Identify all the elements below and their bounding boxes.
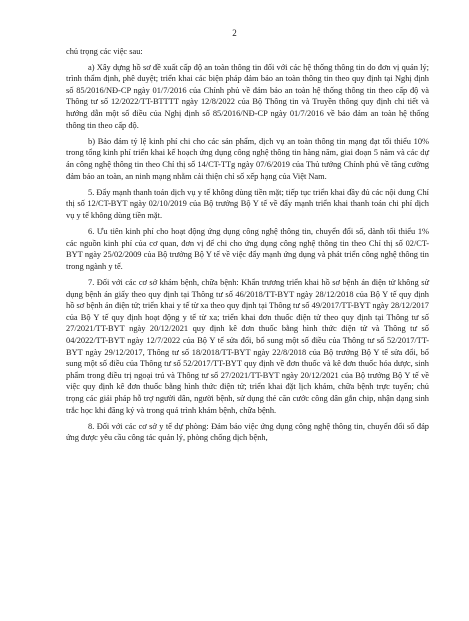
- document-body: [66, 46, 429, 446]
- page-number: 2: [232, 28, 237, 38]
- paragraph-a: a) Xây dựng hồ sơ đề xuất cấp độ an toàn thông tin đối với các hệ thống thông tin do đơn vị quản lý; trình thẩm định, phê duyệt; triển khai các biện pháp đảm bảo an toàn thông tin theo quy định tại Nghị định số 85/2016/NĐ-CP ngày 01/7/2016 của Chính phủ về đảm bảo an toàn hệ thống thông tin theo cấp độ và Thông tư số 12/2022/TT-BTTTT ngày 12/8/2022 của Bộ Thông tin và Truyền thông quy định chi tiết và hướng dẫn một số điều của Nghị định số 85/2016/NĐ-CP ngày 01/7/2016 về bảo đảm an toàn hệ thống thông tin theo cấp độ.: [66, 62, 429, 130]
- paragraph-b: b) Bảo đảm tỷ lệ kinh phí chi cho các sản phẩm, dịch vụ an toàn thông tin mạng đạt tối thiểu 10% trong tổng kinh phí triển khai kế hoạch ứng dụng công nghệ thông tin hàng năm, giai đoạn 5 năm và các dự án công nghệ thông tin theo Chỉ thị số 14/CT-TTg ngày 07/6/2019 của Thủ tướng Chính phủ về tăng cường đảm bảo an toàn, an ninh mạng nhằm cải thiện chỉ số xếp hạng của Việt Nam.: [66, 136, 429, 181]
- paragraph-7: 7. Đối với các cơ sở khám bệnh, chữa bệnh: Khẩn trương triển khai hồ sơ bệnh án điện tử không sử dụng bệnh án giấy theo quy định tại Thông tư số 46/2018/TT-BYT ngày 28/12/2018 của Bộ Y tế quy định hồ sơ bệnh án điện tử; triển khai y tế từ xa theo quy định tại Thông tư số 49/2017/TT-BYT ngày 28/12/2017 của Bộ Y tế quy định hoạt động y tế từ xa; triển khai đơn thuốc điện tử theo quy định tại Thông tư số 27/2021/TT-BYT ngày 20/12/2021 quy định kê đơn thuốc bằng hình thức điện tử và Thông tư số 04/2022/TT-BYT ngày 12/7/2022 của Bộ Y tế sửa đổi, bổ sung một số điều của Thông tư số 52/2017/TT-BYT ngày 29/12/2017, Thông tư số 18/2018/TT-BYT ngày 22/8/2018 của Bộ trưởng Bộ Y tế sửa đổi, bổ sung một số điều của Thông tư số 52/2017/TT-BYT quy định về đơn thuốc và kê đơn thuốc hóa dược, sinh phẩm trong điều trị ngoại trú và Thông tư số 27/2021/TT-BYT ngày 20/12/2021 của Bộ trưởng Bộ Y tế về việc quy định kê đơn thuốc bằng hình thức điện tử; triển khai đặt lịch khám, chữa bệnh trực tuyến; chủ trọng các giải pháp hỗ trợ người dân, người bệnh, sử dụng thẻ căn cước công dân gắn chip, nhận dạng sinh trắc học khi đăng ký và trong quá trình khám bệnh, chữa bệnh.: [66, 278, 429, 415]
- paragraph-6: 6. Ưu tiên kinh phí cho hoạt động ứng dụng công nghệ thông tin, chuyển đổi số, dành tối thiểu 1% các nguồn kinh phí của cơ quan, đơn vị để chi cho ứng dụng công nghệ thông tin theo Chỉ thị số 02/CT-BYT ngày 25/02/2009 của Bộ trưởng Bộ Y tế về việc đẩy mạnh ứng dụng và phát triển công nghệ thông tin trong ngành y tế.: [66, 227, 429, 271]
- intro-line: chủ trọng các việc sau:: [66, 47, 143, 56]
- paragraph-8: 8. Đối với các cơ sở y tế dự phòng: Đảm bảo việc ứng dụng công nghệ thông tin, chuyển đổi số đáp ứng được yêu cầu công tác quản lý, phòng chống dịch bệnh,: [66, 421, 429, 443]
- paragraph-5: 5. Đẩy mạnh thanh toán dịch vụ y tế không dùng tiền mặt; tiếp tục triển khai đầy đủ các nội dung Chỉ thị số 12/CT-BYT ngày 02/10/2019 của Bộ trưởng Bộ Y tế về đẩy mạnh triển khai thanh toán chi phí dịch vụ y tế không dùng tiền mặt.: [66, 187, 429, 220]
